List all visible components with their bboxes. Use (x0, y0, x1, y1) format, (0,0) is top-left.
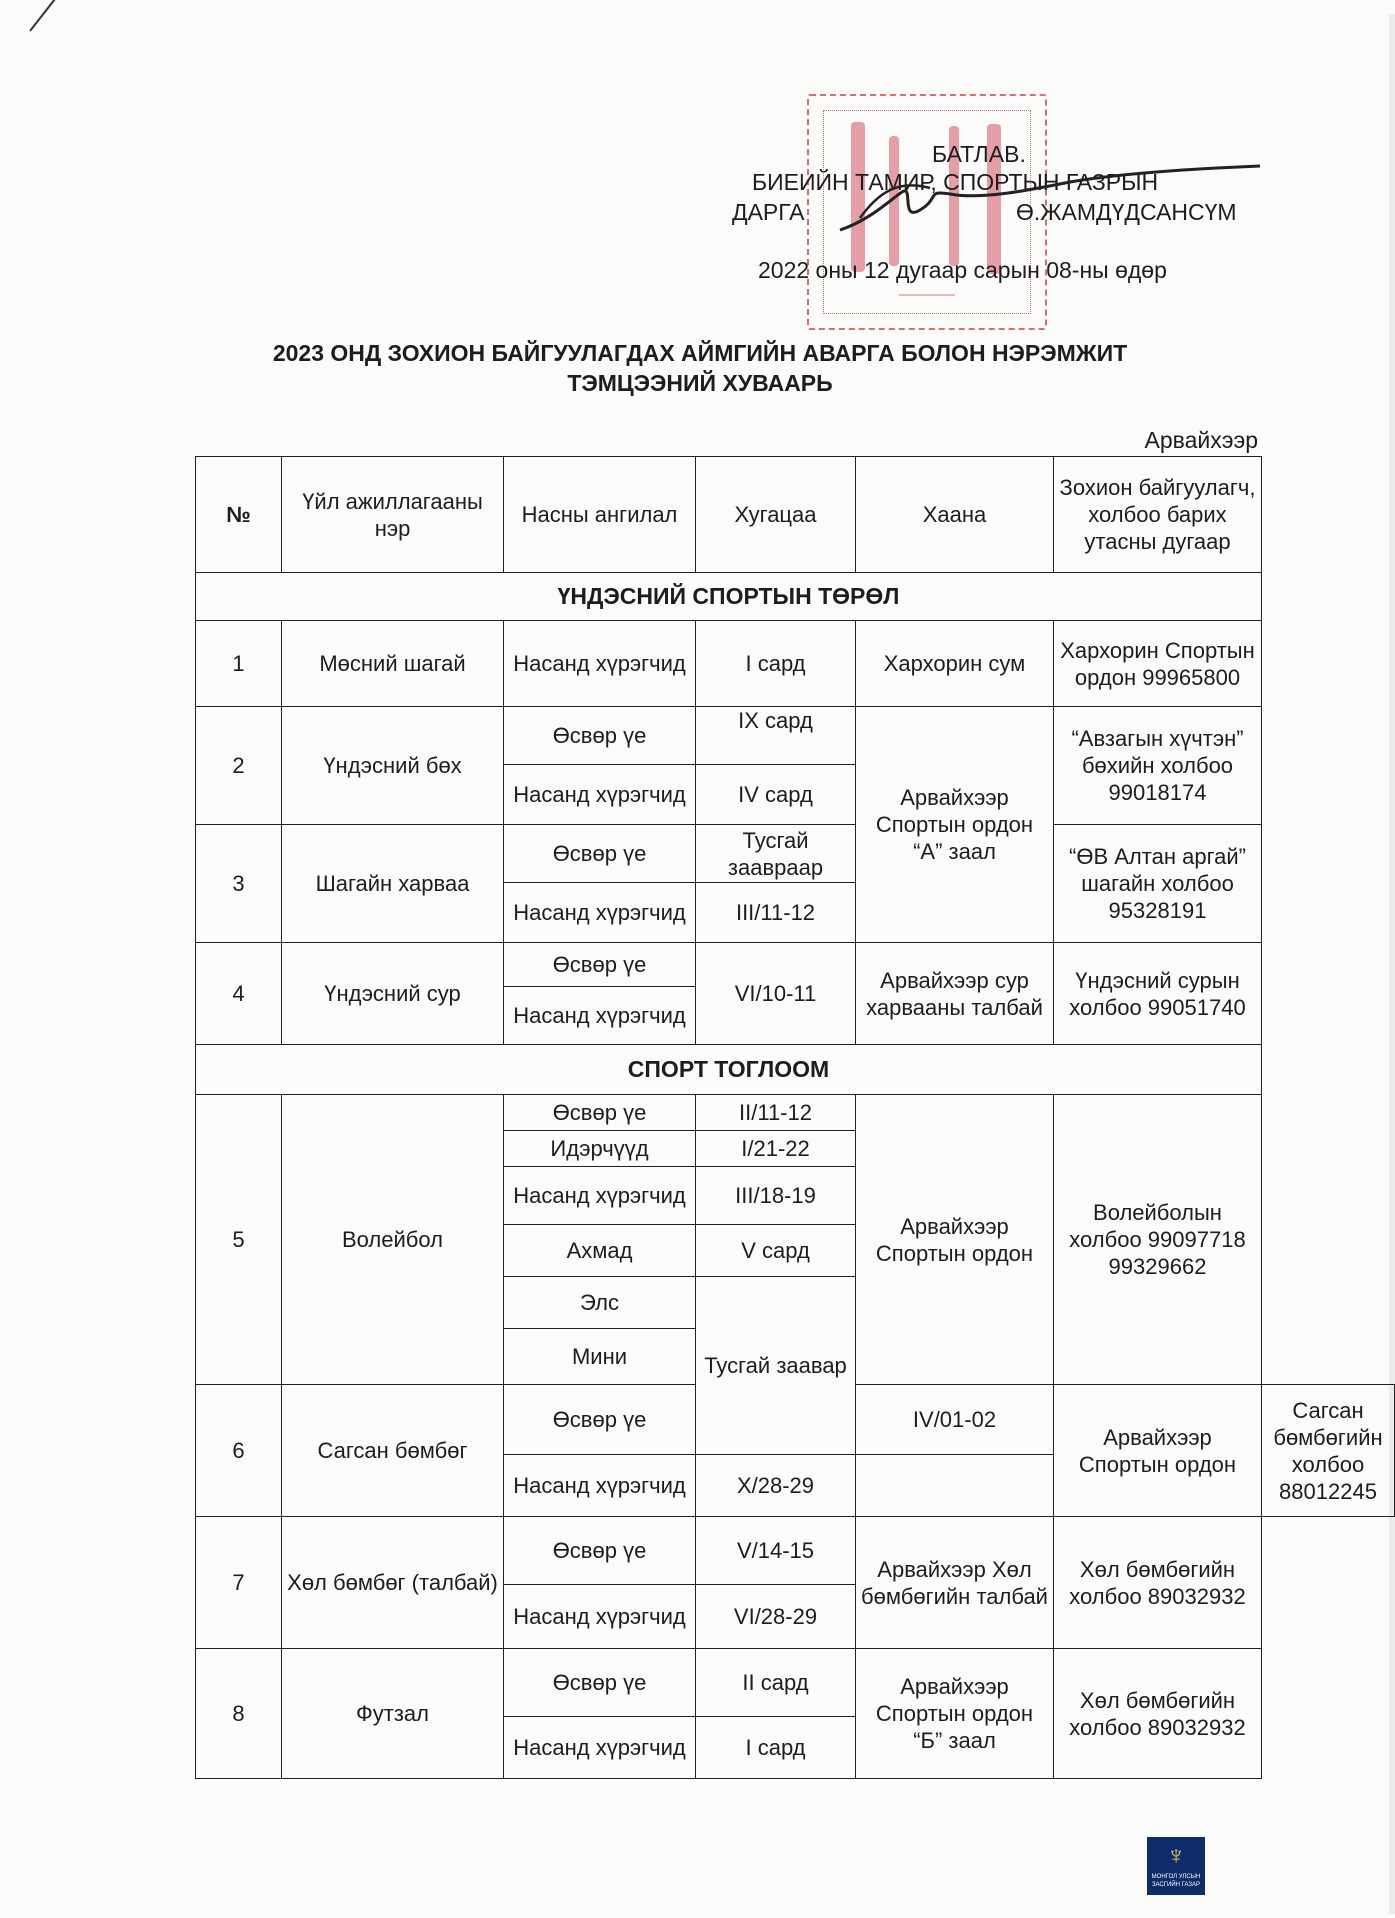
approval-role: ДАРГА (732, 199, 805, 225)
section-row (196, 1045, 1395, 1095)
table-row (196, 1095, 1395, 1131)
activity-name: Футзал (282, 1649, 504, 1779)
organizer: “Авзагын хүчтэн” бөхийн холбоо 99018174 (1054, 707, 1262, 825)
table-row (196, 707, 1395, 765)
activity-name: Мөсний шагай (282, 621, 504, 707)
header-place: Хаана (856, 457, 1054, 573)
title-line-1: 2023 ОНД ЗОХИОН БАЙГУУЛАГДАХ АЙМГИЙН АВАРГА БОЛОН НЭРЭМЖИТ (272, 340, 1128, 366)
period: II сард (696, 1649, 856, 1717)
period: VI/28-29 (696, 1585, 856, 1649)
age-category: Насанд хүрэгчид (504, 621, 696, 707)
period: III/11-12 (696, 883, 856, 943)
place: Арвайхээр Спортын ордон (856, 1095, 1054, 1385)
government-logo (1147, 1837, 1205, 1895)
header-number: № (196, 457, 282, 573)
organizer: Үндэсний сурын холбоо 99051740 (1054, 943, 1262, 1045)
table-row (196, 621, 1395, 707)
header-age: Насны ангилал (504, 457, 696, 573)
age-category: Насанд хүрэгчид (504, 1585, 696, 1649)
activity-name: Үндэсний сур (282, 943, 504, 1045)
place: Арвайхээр Спортын ордон “А” заал (856, 707, 1054, 943)
organizer: Сагсан бөмбөгийн холбоо 88012245 (1262, 1385, 1395, 1517)
age-category: Өсвөр үе (504, 825, 696, 883)
approval-line-1: БАТЛАВ. (932, 141, 1026, 167)
table-row (196, 1649, 1395, 1717)
age-category: Мини (504, 1329, 696, 1385)
age-category: Өсвөр үе (504, 707, 696, 765)
header-period: Хугацаа (696, 457, 856, 573)
row-number: 8 (196, 1649, 282, 1779)
period: Тусгай заавраар (696, 825, 856, 883)
age-category: Насанд хүрэгчид (504, 1717, 696, 1779)
row-number: 5 (196, 1095, 282, 1385)
document-title (190, 338, 1210, 398)
age-category: Элс (504, 1277, 696, 1329)
age-category: Өсвөр үе (504, 943, 696, 987)
age-category: Идэрчүүд (504, 1131, 696, 1167)
organizer: Хөл бөмбөгийн холбоо 89032932 (1054, 1649, 1262, 1779)
age-category: Өсвөр үе (504, 1095, 696, 1131)
period: X/28-29 (696, 1455, 856, 1517)
period: I сард (696, 621, 856, 707)
header-activity: Үйл ажиллагааны нэр (282, 457, 504, 573)
section-national-sports: ҮНДЭСНИЙ СПОРТЫН ТӨРӨЛ (196, 573, 1262, 621)
period: II/11-12 (696, 1095, 856, 1131)
signature (830, 160, 1270, 240)
period: IX сард (696, 707, 856, 765)
activity-name: Волейбол (282, 1095, 504, 1385)
age-category: Насанд хүрэгчид (504, 1455, 696, 1517)
scan-mark (29, 0, 68, 32)
place: Арвайхээр Спортын ордон (1054, 1385, 1262, 1517)
period: V/14-15 (696, 1517, 856, 1585)
seal-bottom-text (899, 294, 955, 306)
age-category: Насанд хүрэгчид (504, 883, 696, 943)
row-number: 2 (196, 707, 282, 825)
period: I/21-22 (696, 1131, 856, 1167)
approval-name: Ө.ЖАМДҮДСАНСҮМ (1016, 199, 1237, 225)
table-row (196, 825, 1395, 883)
period: I сард (696, 1717, 856, 1779)
activity-name: Хөл бөмбөг (талбай) (282, 1517, 504, 1649)
age-category: Насанд хүрэгчид (504, 987, 696, 1045)
section-row (196, 573, 1395, 621)
place: Арвайхээр сур харвааны талбай (856, 943, 1054, 1045)
organizer: “ӨВ Алтан аргай” шагайн холбоо 95328191 (1054, 825, 1262, 943)
place: Арвайхээр Хөл бөмбөгийн талбай (856, 1517, 1054, 1649)
activity-name: Шагайн харваа (282, 825, 504, 943)
soyombo-icon: ♆ (1166, 1840, 1186, 1870)
approval-date: 2022 оны 12 дугаар сарын 08-ны өдөр (758, 257, 1167, 283)
period: IV/01-02 (856, 1385, 1054, 1455)
table-row (196, 1517, 1395, 1585)
age-category: Насанд хүрэгчид (504, 1167, 696, 1225)
activity-name: Сагсан бөмбөг (282, 1385, 504, 1517)
period: V сард (696, 1225, 856, 1277)
organizer: Волейболын холбоо 99097718 99329662 (1054, 1095, 1262, 1385)
logo-text-2: ЗАСГИЙН ГАЗАР (1151, 1882, 1201, 1888)
schedule-table (195, 456, 1395, 1779)
activity-name: Үндэсний бөх (282, 707, 504, 825)
place: Хархорин сум (856, 621, 1054, 707)
row-number: 4 (196, 943, 282, 1045)
table-row (196, 943, 1395, 987)
period: VI/10-11 (696, 943, 856, 1045)
row-number: 1 (196, 621, 282, 707)
approval-line-2: БИЕИЙН ТАМИР, СПОРТЫН ГАЗРЫН (752, 169, 1159, 195)
row-number: 7 (196, 1517, 282, 1649)
period: Тусгай заавар (696, 1277, 856, 1455)
row-number: 3 (196, 825, 282, 943)
organizer: Хархорин Спортын ордон 99965800 (1054, 621, 1262, 707)
table-header-row (196, 457, 1395, 573)
period: III/18-19 (696, 1167, 856, 1225)
age-category: Өсвөр үе (504, 1649, 696, 1717)
period: IV сард (696, 765, 856, 825)
organizer: Хөл бөмбөгийн холбоо 89032932 (1054, 1517, 1262, 1649)
age-category: Ахмад (504, 1225, 696, 1277)
place: Арвайхээр Спортын ордон “Б” заал (856, 1649, 1054, 1779)
section-sport-games: СПОРТ ТОГЛООМ (196, 1045, 1262, 1095)
age-category: Насанд хүрэгчид (504, 765, 696, 825)
title-line-2: ТЭМЦЭЭНИЙ ХУВААРЬ (567, 370, 833, 396)
age-category: Өсвөр үе (504, 1517, 696, 1585)
logo-text-1: МОНГОЛ УЛСЫН (1151, 1874, 1201, 1880)
row-number: 6 (196, 1385, 282, 1517)
location-label: Арвайхээр (1144, 427, 1258, 453)
age-category: Өсвөр үе (504, 1385, 696, 1455)
header-organizer: Зохион байгуулагч, холбоо барих утасны дугаар (1054, 457, 1262, 573)
